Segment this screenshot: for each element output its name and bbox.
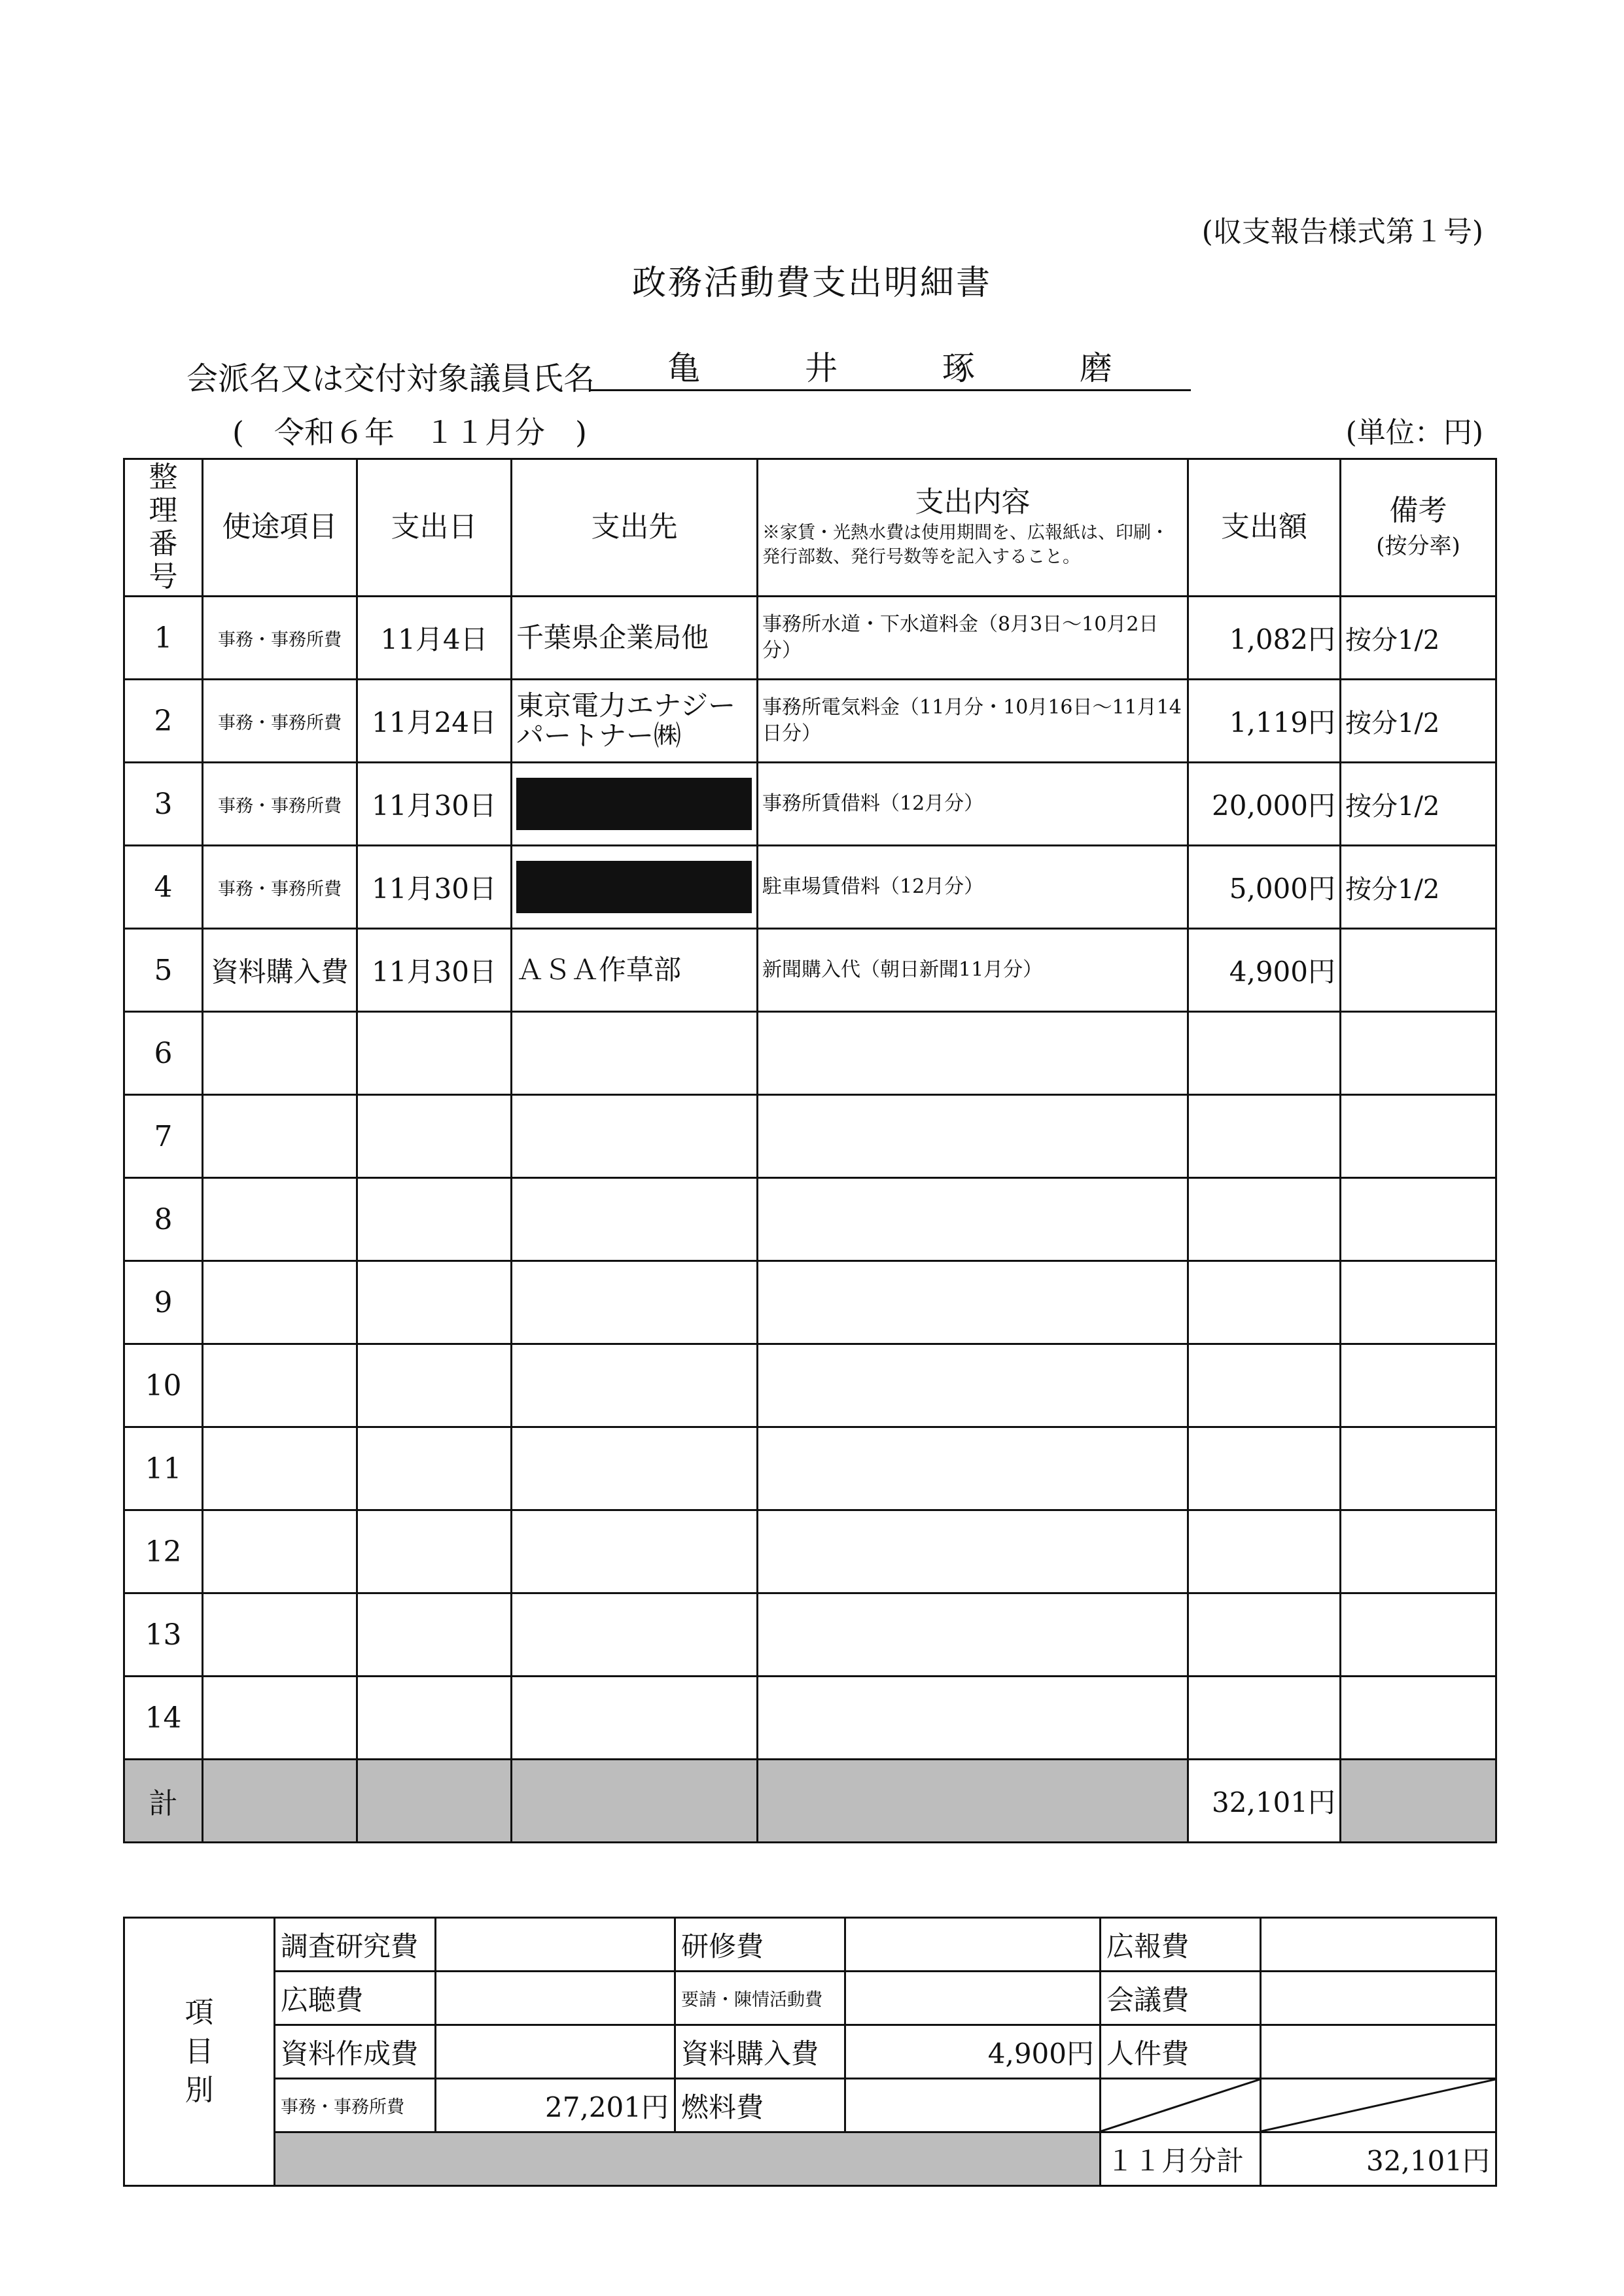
row-payee (512, 1012, 758, 1095)
row-purpose: 事務・事務所費 (203, 763, 357, 846)
summary-value-material-creation (436, 2025, 675, 2079)
row-no: 6 (124, 1012, 203, 1095)
row-date (357, 1510, 512, 1593)
row-purpose (203, 1427, 357, 1510)
row-no: 7 (124, 1095, 203, 1178)
table-row (124, 1427, 1496, 1510)
expense-table (123, 458, 1497, 1843)
table-row (124, 846, 1496, 929)
row-description (758, 1095, 1188, 1178)
summary-label-material-creation: 資料作成費 (275, 2025, 436, 2079)
row-purpose (203, 1095, 357, 1178)
row-no: 1 (124, 597, 203, 680)
row-date (357, 1427, 512, 1510)
table-row (124, 1510, 1496, 1593)
row-payee: ＡＳＡ作草部 (512, 929, 758, 1012)
row-remarks (1341, 1344, 1496, 1427)
row-purpose: 事務・事務所費 (203, 597, 357, 680)
row-date (357, 1261, 512, 1344)
row-description (758, 1677, 1188, 1760)
summary-shaded-area (275, 2132, 1101, 2186)
row-no: 3 (124, 763, 203, 846)
row-no: 12 (124, 1510, 203, 1593)
total-shaded-cell (758, 1760, 1188, 1843)
redaction-block (516, 778, 752, 830)
row-description: 事務所水道・下水道料金（8月3日～10月2日分） (758, 597, 1188, 680)
section-label-char: 目 (185, 2034, 214, 2068)
row-no: 9 (124, 1261, 203, 1344)
redaction-block (516, 861, 752, 913)
row-description (758, 1510, 1188, 1593)
table-row (124, 1261, 1496, 1344)
row-date (357, 1178, 512, 1261)
table-row (124, 1178, 1496, 1261)
row-amount (1188, 1012, 1341, 1095)
row-purpose (203, 1261, 357, 1344)
table-row (124, 1677, 1496, 1760)
row-date: 11月30日 (357, 846, 512, 929)
summary-value-hearing (436, 1972, 675, 2025)
row-purpose (203, 1593, 357, 1677)
row-amount (1188, 1095, 1341, 1178)
row-date: 11月4日 (357, 597, 512, 680)
diagonal-line (1101, 2079, 1260, 2131)
diagonal-line (1262, 2079, 1495, 2131)
summary-label-publicity: 広報費 (1101, 1918, 1261, 1972)
row-payee (512, 1261, 758, 1344)
row-remarks (1341, 929, 1496, 1012)
row-no: 4 (124, 846, 203, 929)
diagonal-strike-cell (1101, 2079, 1261, 2132)
row-purpose (203, 1344, 357, 1427)
row-amount (1188, 1261, 1341, 1344)
summary-value-material-purchase: 4,900円 (845, 2025, 1101, 2079)
form-code: (収支報告様式第１号) (1201, 215, 1483, 249)
row-remarks: 按分1/2 (1341, 597, 1496, 680)
row-description (758, 1178, 1188, 1261)
row-date (357, 1344, 512, 1427)
col-header-purpose: 使途項目 (203, 459, 357, 597)
row-amount (1188, 1344, 1341, 1427)
member-name-char: 琢 (942, 349, 975, 387)
col-header-amount: 支出額 (1188, 459, 1341, 597)
row-payee (512, 1593, 758, 1677)
row-date (357, 1677, 512, 1760)
member-name-char: 亀 (667, 349, 700, 387)
row-no: 5 (124, 929, 203, 1012)
summary-value-fuel (845, 2079, 1101, 2132)
summary-label-hearing: 広聴費 (275, 1972, 436, 2025)
row-amount (1188, 1593, 1341, 1677)
row-amount: 5,000円 (1188, 846, 1341, 929)
row-description: 事務所賃借料（12月分） (758, 763, 1188, 846)
row-remarks (1341, 1095, 1496, 1178)
summary-value-research (436, 1918, 675, 1972)
col-header-description (758, 459, 1188, 597)
row-remarks (1341, 1427, 1496, 1510)
summary-value-office: 27,201円 (436, 2079, 675, 2132)
row-amount (1188, 1677, 1341, 1760)
row-payee (512, 1510, 758, 1593)
unit-label: (単位：円) (1345, 416, 1483, 449)
row-date (357, 1012, 512, 1095)
row-amount (1188, 1510, 1341, 1593)
col-header-no: 整理番号 (124, 459, 203, 597)
row-description: 事務所電気料金（11月分・10月16日～11月14日分） (758, 680, 1188, 763)
summary-label-office: 事務・事務所費 (275, 2079, 436, 2132)
total-shaded-cell (203, 1760, 357, 1843)
row-date (357, 1095, 512, 1178)
total-shaded-cell (1341, 1760, 1496, 1843)
table-row (124, 597, 1496, 680)
description-title: 支出内容 (915, 485, 1031, 519)
row-date (357, 1593, 512, 1677)
row-payee (512, 1427, 758, 1510)
row-amount: 1,119円 (1188, 680, 1341, 763)
row-remarks: 按分1/2 (1341, 680, 1496, 763)
row-payee (512, 1178, 758, 1261)
row-purpose (203, 1178, 357, 1261)
summary-label-material-purchase: 資料購入費 (675, 2025, 845, 2079)
document-title: 政務活動費支出明細書 (631, 264, 992, 303)
month-total-amount: 32,101円 (1261, 2132, 1496, 2186)
description-note: ※家賃・光熱水費は使用期間を、広報紙は、印刷・発行部数、発行号数等を記入すること。 (762, 523, 1169, 567)
summary-value-meeting (1261, 1972, 1496, 2025)
row-no: 8 (124, 1178, 203, 1261)
diagonal-strike-cell (1261, 2079, 1496, 2132)
row-remarks (1341, 1012, 1496, 1095)
row-payee: 東京電力エナジーパートナー㈱ (512, 680, 758, 763)
row-remarks (1341, 1510, 1496, 1593)
row-payee (512, 1344, 758, 1427)
summary-section-label (124, 1918, 275, 2186)
member-name-char: 磨 (1080, 349, 1112, 387)
row-description: 新聞購入代（朝日新聞11月分） (758, 929, 1188, 1012)
row-description (758, 1344, 1188, 1427)
table-row (124, 680, 1496, 763)
row-no: 11 (124, 1427, 203, 1510)
row-no: 2 (124, 680, 203, 763)
member-name (589, 351, 1191, 391)
total-label: 計 (124, 1760, 203, 1843)
row-amount (1188, 1178, 1341, 1261)
summary-label-fuel: 燃料費 (675, 2079, 845, 2132)
row-remarks (1341, 1178, 1496, 1261)
summary-label-petition: 要請・陳情活動費 (675, 1972, 845, 2025)
row-no: 14 (124, 1677, 203, 1760)
total-shaded-cell (357, 1760, 512, 1843)
summary-label-training: 研修費 (675, 1918, 845, 1972)
summary-label-meeting: 会議費 (1101, 1972, 1261, 2025)
row-description (758, 1012, 1188, 1095)
row-description (758, 1427, 1188, 1510)
row-date: 11月24日 (357, 680, 512, 763)
row-description (758, 1261, 1188, 1344)
summary-label-research: 調査研究費 (275, 1918, 436, 1972)
row-date: 11月30日 (357, 763, 512, 846)
row-purpose: 事務・事務所費 (203, 680, 357, 763)
col-header-payee: 支出先 (512, 459, 758, 597)
row-remarks: 按分1/2 (1341, 846, 1496, 929)
row-remarks (1341, 1261, 1496, 1344)
row-purpose (203, 1012, 357, 1095)
report-period: ( 令和６年 １１月分 ) (232, 415, 587, 450)
row-payee (512, 1095, 758, 1178)
table-header-row (124, 459, 1496, 597)
row-payee: 千葉県企業局他 (512, 597, 758, 680)
table-row (124, 1593, 1496, 1677)
summary-value-training (845, 1918, 1101, 1972)
table-row (124, 763, 1496, 846)
total-shaded-cell (512, 1760, 758, 1843)
row-remarks (1341, 1677, 1496, 1760)
member-label: 会派名又は交付対象議員氏名 (186, 360, 595, 397)
row-purpose: 事務・事務所費 (203, 846, 357, 929)
section-label-char: 別 (185, 2074, 214, 2108)
month-total-label: １１月分計 (1101, 2132, 1261, 2186)
remarks-subtitle: (按分率) (1376, 532, 1460, 559)
col-header-remarks (1341, 459, 1496, 597)
table-row (124, 929, 1496, 1012)
row-payee (512, 846, 758, 929)
row-description (758, 1593, 1188, 1677)
summary-value-personnel (1261, 2025, 1496, 2079)
row-amount (1188, 1427, 1341, 1510)
member-name-char: 井 (805, 349, 838, 387)
row-amount: 4,900円 (1188, 929, 1341, 1012)
total-amount: 32,101円 (1188, 1760, 1341, 1843)
col-header-date: 支出日 (357, 459, 512, 597)
row-remarks: 按分1/2 (1341, 763, 1496, 846)
row-purpose (203, 1677, 357, 1760)
row-payee (512, 763, 758, 846)
row-purpose (203, 1510, 357, 1593)
total-row (124, 1760, 1496, 1843)
summary-value-petition (845, 1972, 1101, 2025)
table-row (124, 1095, 1496, 1178)
row-remarks (1341, 1593, 1496, 1677)
row-payee (512, 1677, 758, 1760)
table-row (124, 1012, 1496, 1095)
table-row (124, 1344, 1496, 1427)
row-amount: 20,000円 (1188, 763, 1341, 846)
row-no: 10 (124, 1344, 203, 1427)
remarks-title: 備考 (1389, 493, 1447, 527)
section-label-char: 項 (185, 1996, 214, 2030)
summary-value-publicity (1261, 1918, 1496, 1972)
row-purpose: 資料購入費 (203, 929, 357, 1012)
row-no: 13 (124, 1593, 203, 1677)
summary-label-personnel: 人件費 (1101, 2025, 1261, 2079)
row-amount: 1,082円 (1188, 597, 1341, 680)
row-description: 駐車場賃借料（12月分） (758, 846, 1188, 929)
row-date: 11月30日 (357, 929, 512, 1012)
category-summary-table (123, 1917, 1497, 2187)
